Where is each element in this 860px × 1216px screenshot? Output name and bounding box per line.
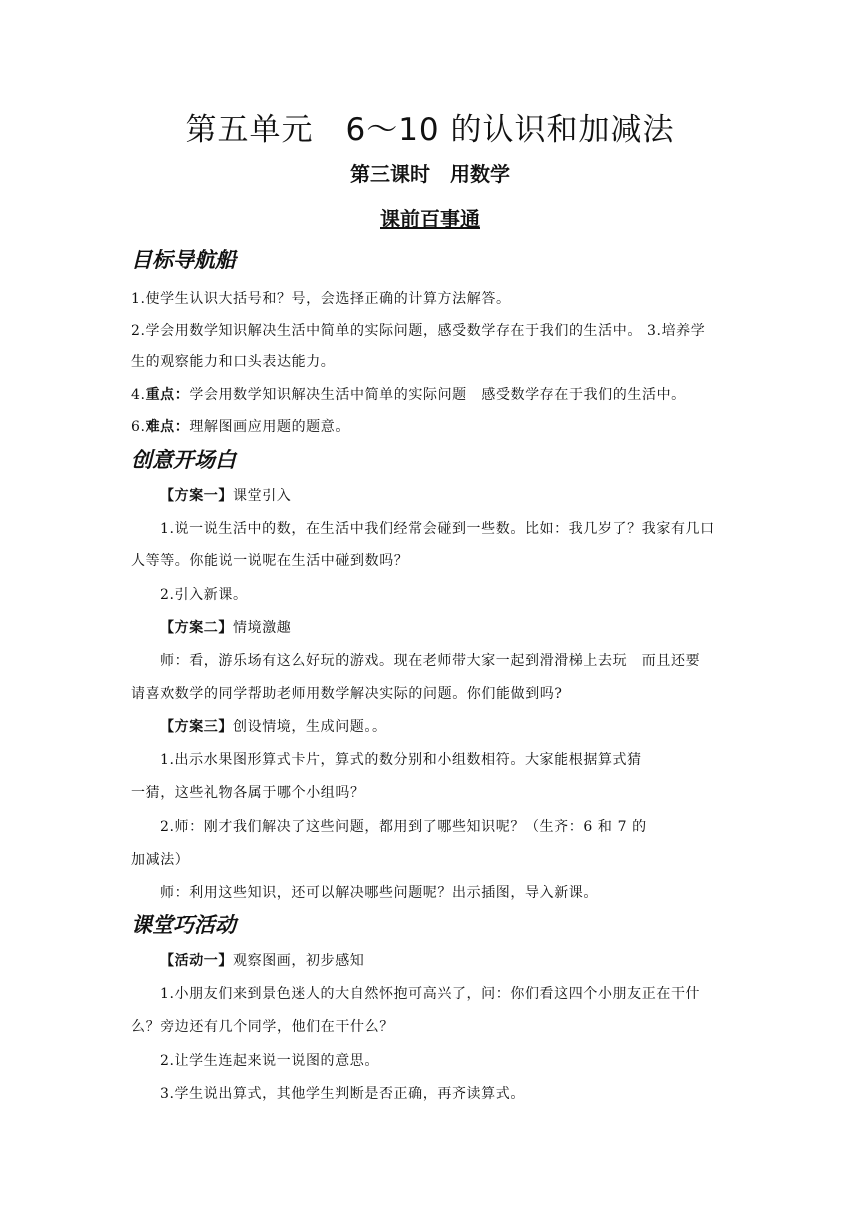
plan-1-line-1: 1.说一说生活中的数，在生活中我们经常会碰到一些数。比如：我几岁了？我家有几口 (160, 521, 715, 537)
plan-3-line-5: 师：利用这些知识，还可以解决哪些问题呢？出示插图，导入新课。 (160, 885, 598, 901)
goal-2-line-1: 2.学会用数学知识解决生活中简单的实际问题，感受数学存在于我们的生活中。 3.培养学 (131, 323, 706, 339)
plan-3-line-1: 1.出示水果图形算式卡片，算式的数分别和小组数相符。大家能根据算式猜 (160, 752, 642, 768)
plan-3-line-4: 加减法） (131, 852, 190, 868)
plan-1-title: 【方案一】课堂引入 (160, 488, 292, 504)
difficulty-label: 难点： (145, 419, 190, 435)
lesson-title: 第三课时 用数学 (350, 162, 510, 186)
activity-1-line-4: 3.学生说出算式，其他学生判断是否正确，再齐读算式。 (160, 1086, 525, 1102)
plan-1-line-3: 2.引入新课。 (160, 587, 248, 603)
plan-3-line-2: 一猜，这些礼物各属于哪个小组吗？ (131, 785, 365, 801)
key-point-label: 重点： (145, 387, 190, 403)
activity-heading: 课堂巧活动 (131, 913, 236, 937)
goal-1: 1.使学生认识大括号和？号，会选择正确的计算方法解答。 (131, 291, 511, 307)
plan-3-line-3: 2.师：刚才我们解决了这些问题，都用到了哪些知识呢？（生齐：6 和 7 的 (160, 819, 647, 835)
plan-1-line-2: 人等等。你能说一说呢在生活中碰到数吗？ (131, 553, 409, 569)
goal-2-line-2: 生的观察能力和口头表达能力。 (131, 354, 336, 370)
goal-difficulty: 6.难点：理解图画应用题的题意。 (131, 419, 350, 435)
section-title: 课前百事通 (380, 207, 480, 231)
opening-heading: 创意开场白 (131, 448, 236, 472)
activity-1-line-3: 2.让学生连起来说一说图的意思。 (160, 1053, 379, 1069)
activity-1-title: 【活动一】观察图画，初步感知 (160, 953, 365, 969)
goal-key-point: 4.重点：学会用数学知识解决生活中简单的实际问题 感受数学存在于我们的生活中。 (131, 387, 686, 403)
plan-3-title: 【方案三】创设情境，生成问题。。 (160, 719, 387, 735)
goals-heading: 目标导航船 (131, 248, 236, 272)
plan-2-line-1: 师：看，游乐场有这么好玩的游戏。现在老师带大家一起到滑滑梯上去玩 而且还要 (160, 653, 701, 669)
activity-1-line-1: 1.小朋友们来到景色迷人的大自然怀抱可高兴了，问：你们看这四个小朋友正在干什 (160, 986, 701, 1002)
plan-2-line-2: 请喜欢数学的同学帮助老师用数学解决实际的问题。你们能做到吗? (131, 686, 563, 702)
unit-title: 第五单元 6～10 的认识和加减法 (185, 112, 675, 148)
plan-2-title: 【方案二】情境激趣 (160, 620, 292, 636)
activity-1-line-2: 么？旁边还有几个同学，他们在干什么？ (131, 1019, 394, 1035)
